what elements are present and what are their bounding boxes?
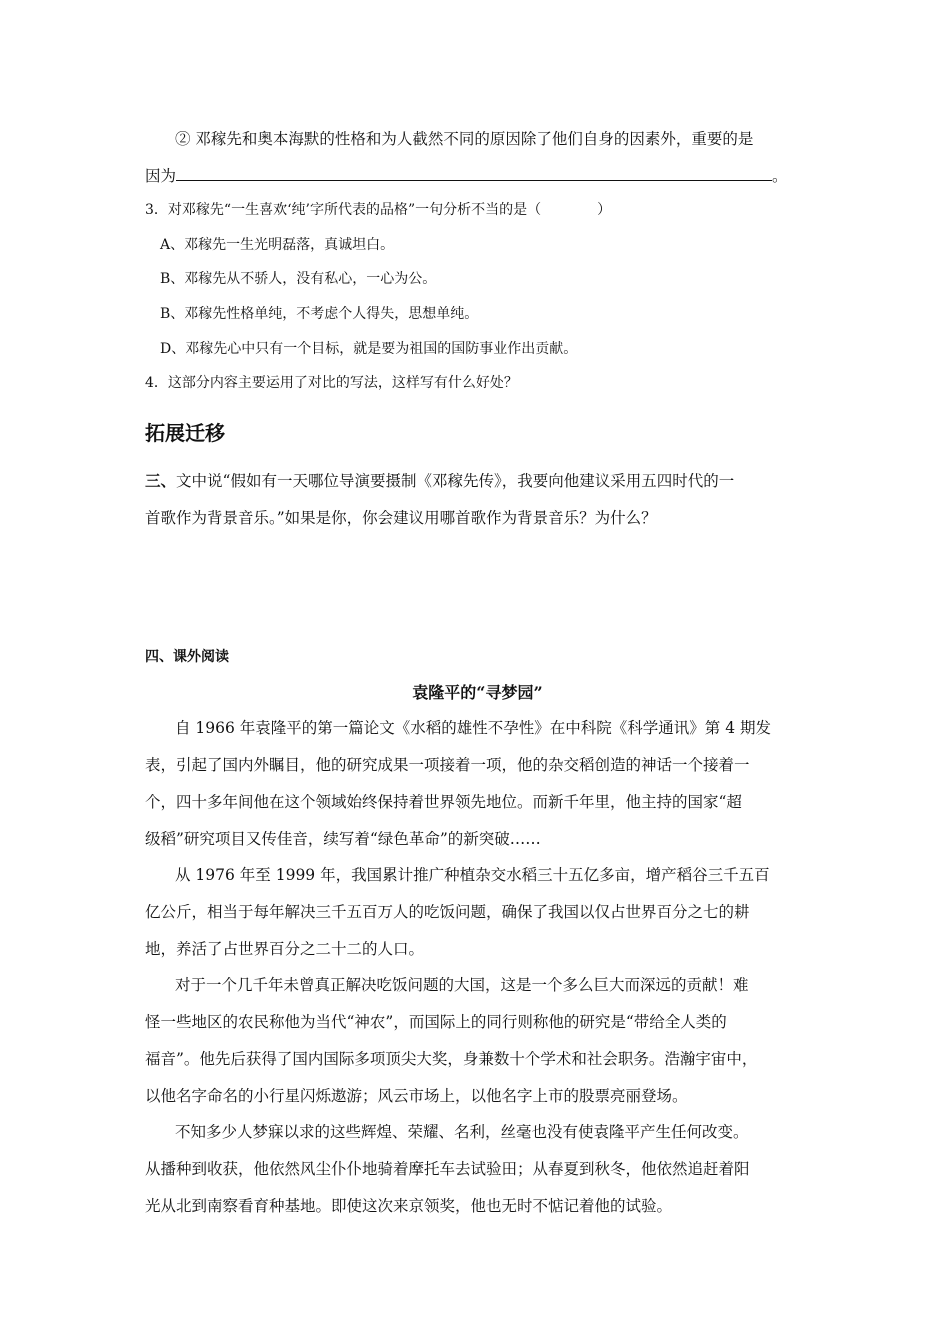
article-line-3: 个，四十多年间他在这个领域始终保持着世界领先地位。而新千年里，他主持的国家“超: [145, 793, 742, 811]
q2-answer-blank[interactable]: [176, 166, 772, 181]
part3-line2: 首歌作为背景音乐。”如果是你，你会建议用哪首歌作为背景音乐？为什么？: [145, 509, 657, 527]
article-line-1: 自 1966 年袁隆平的第一篇论文《水稻的雄性不孕性》在中科院《科学通讯》第 4 期发: [175, 719, 772, 737]
article-line-8: 对于一个几千年未曾真正解决吃饭问题的大国，这是一个多么巨大而深远的贡献！难: [175, 976, 749, 994]
part3-text1: 文中说“假如有一天哪位导演要摄制《邓稼先传》，我要向他建议采用五四时代的一: [176, 472, 735, 490]
article-line-4: 级稻”研究项目又传佳音，续写着“绿色革命”的新突破……: [145, 830, 541, 848]
article-line-9: 怪一些地区的农民称他为当代“神农”，而国际上的同行则称他的研究是“带给全人类的: [145, 1013, 727, 1031]
q3-stem: 3．对邓稼先“一生喜欢‘纯’字所代表的品格”一句分析不当的是（ ）: [145, 202, 612, 218]
q3-option-b1: B、邓稼先从不骄人，没有私心，一心为公。: [160, 271, 437, 287]
article-line-10: 福音”。他先后获得了国内国际多项顶尖大奖，身兼数十个学术和社会职务。浩瀚宇宙中，: [145, 1050, 758, 1068]
q2-suffix: 。: [772, 167, 788, 185]
q3-option-a: A、邓稼先一生光明磊落，真诚坦白。: [160, 237, 395, 253]
section-heading-extend: 拓展迁移: [145, 421, 225, 445]
article-line-11: 以他名字命名的小行星闪烁遨游；风云市场上，以他名字上市的股票亮丽登场。: [145, 1087, 688, 1105]
q3-option-d: D、邓稼先心中只有一个目标，就是要为祖国的国防事业作出贡献。: [160, 341, 578, 357]
article-line-5: 从 1976 年至 1999 年，我国累计推广种植杂交水稻三十五亿多亩，增产稻谷三千五百: [175, 866, 770, 884]
article-line-6: 亿公斤，相当于每年解决三千五百万人的吃饭问题，确保了我国以仅占世界百分之七的耕: [145, 903, 750, 921]
q2-answer-line: [145, 165, 810, 187]
q2-line1: ② 邓稼先和奥本海默的性格和为人截然不同的原因除了他们自身的因素外，重要的是: [175, 130, 754, 148]
article-line-12: 不知多少人梦寐以求的这些辉煌、荣耀、名利，丝毫也没有使袁隆平产生任何改变。: [175, 1123, 749, 1141]
part4-heading: 四、课外阅读: [145, 649, 229, 665]
article-line-7: 地，养活了占世界百分之二十二的人口。: [145, 940, 425, 958]
q3-option-b2: B、邓稼先性格单纯，不考虑个人得失，思想单纯。: [160, 306, 479, 322]
part3-label: 三、: [145, 472, 177, 490]
part3-line1: [145, 470, 810, 492]
q2-prefix: 因为: [145, 167, 177, 185]
article-line-14: 光从北到南察看育种基地。即使这次来京领奖，他也无时不惦记着他的试验。: [145, 1197, 673, 1215]
q4-question: 4．这部分内容主要运用了对比的写法，这样写有什么好处？: [145, 375, 518, 391]
article-line-13: 从播种到收获，他依然风尘仆仆地骑着摩托车去试验田；从春夏到秋冬，他依然追赶着阳: [145, 1160, 750, 1178]
article-title: 袁隆平的“寻梦园”: [412, 683, 543, 702]
article-line-2: 表，引起了国内外瞩目，他的研究成果一项接着一项，他的杂交稻创造的神话一个接着一: [145, 756, 750, 774]
